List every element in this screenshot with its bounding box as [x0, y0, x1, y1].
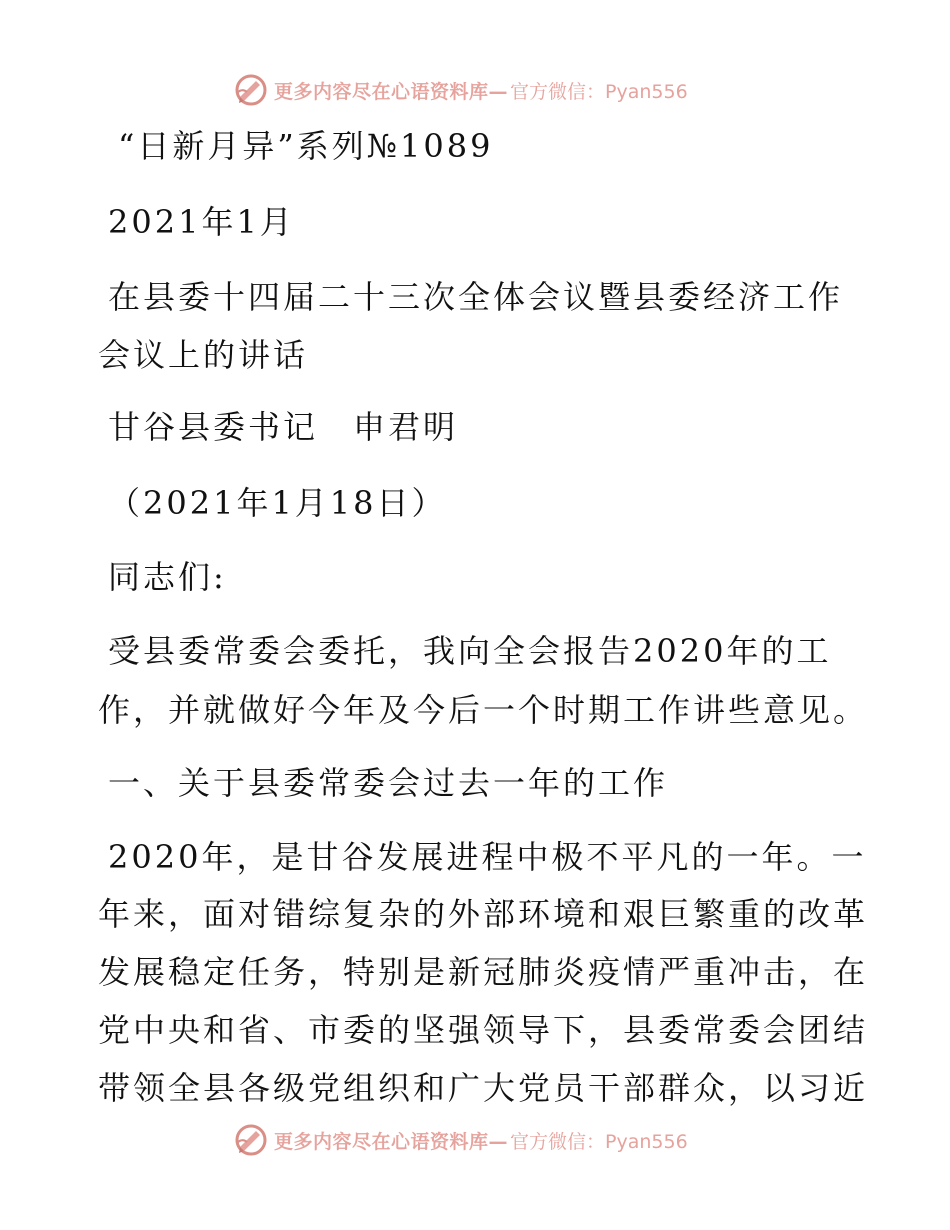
- author-line: 甘谷县委书记 申君明: [108, 408, 459, 446]
- title-line-1: 在县委十四届二十三次全体会议暨县委经济工作: [108, 278, 844, 316]
- pen-seal-logo-icon: [234, 1123, 268, 1157]
- intro-line-2: 作，并就做好今年及今后一个时期工作讲些意见。: [98, 691, 869, 729]
- speech-date: （2021年1月18日）: [108, 484, 447, 522]
- body-line-1: 2020年，是甘谷发展进程中极不平凡的一年。一: [108, 838, 867, 876]
- intro-line-1: 受县委常委会委托，我向全会报告2020年的工: [108, 632, 832, 670]
- watermark-wechat-text: 官方微信：Pyan556: [510, 80, 688, 103]
- salutation: 同志们:: [108, 558, 227, 596]
- section-heading: 一、关于县委常委会过去一年的工作: [108, 764, 669, 802]
- series-number: “日新月异”系列№1089: [118, 127, 494, 165]
- body-line-5: 带领全县各级党组织和广大党员干部群众，以习近: [98, 1069, 869, 1107]
- footer-watermark: [234, 1122, 688, 1158]
- header-watermark: [234, 72, 688, 108]
- watermark-wechat-text: 官方微信：Pyan556: [510, 1130, 688, 1153]
- watermark-main-text: 更多内容尽在心语资料库—: [274, 80, 509, 103]
- pen-seal-logo-icon: [234, 73, 268, 107]
- body-line-2: 年来，面对错综复杂的外部环境和艰巨繁重的改革: [98, 895, 869, 933]
- watermark-main-text: 更多内容尽在心语资料库—: [274, 1130, 509, 1153]
- body-line-3: 发展稳定任务，特别是新冠肺炎疫情严重冲击，在: [98, 953, 869, 991]
- title-line-2: 会议上的讲话: [98, 336, 309, 374]
- document-date: 2021年1月: [108, 203, 295, 241]
- body-line-4: 党中央和省、市委的坚强领导下，县委常委会团结: [98, 1011, 869, 1049]
